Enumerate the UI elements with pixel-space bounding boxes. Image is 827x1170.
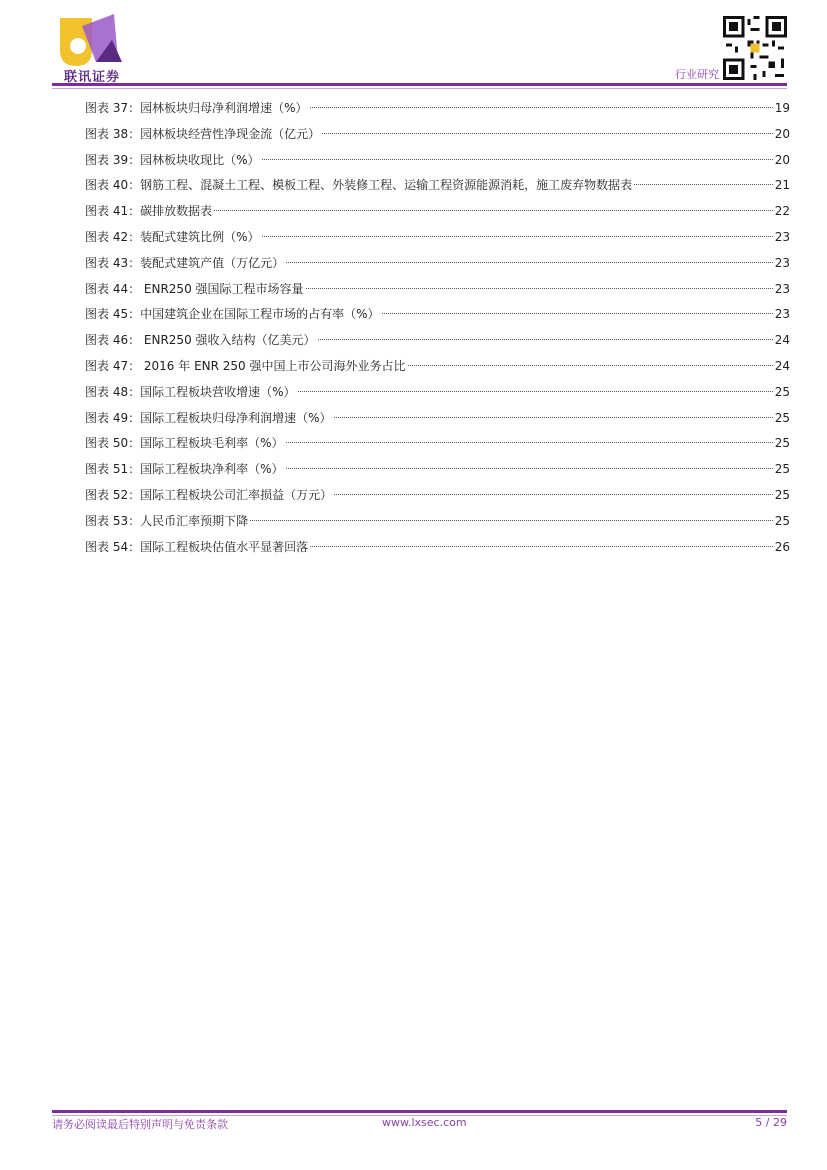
toc-leader-dots	[262, 236, 773, 237]
toc-entry[interactable]	[85, 483, 790, 509]
toc-entry[interactable]	[85, 251, 790, 277]
toc-leader-dots	[634, 184, 773, 185]
qr-code-icon	[723, 16, 787, 80]
toc-entry-label: 图表 41：碳排放数据表	[85, 204, 213, 219]
toc-entry[interactable]	[85, 509, 790, 535]
toc-leader-dots	[322, 133, 773, 134]
header-rule-thin	[52, 88, 787, 89]
footer-disclaimer[interactable]: 请务必阅读最后特别声明与免责条款	[52, 1118, 228, 1131]
footer-rule	[52, 1110, 787, 1113]
logo-text: 联讯证券	[63, 70, 120, 85]
toc-entry-page: 25	[774, 410, 790, 425]
toc-entry-page: 20	[774, 152, 790, 167]
toc-leader-dots	[382, 313, 773, 314]
toc-entry[interactable]	[85, 535, 790, 561]
toc-entry[interactable]	[85, 302, 790, 328]
section-label: 行业研究	[675, 68, 719, 81]
toc-entry[interactable]	[85, 225, 790, 251]
toc-entry-label: 图表 54：国际工程板块估值水平显著回落	[85, 539, 309, 554]
toc-entry[interactable]	[85, 354, 790, 380]
toc-entry-label: 图表 48：国际工程板块营收增速（%）	[85, 384, 296, 399]
toc-leader-dots	[298, 391, 773, 392]
toc-entry[interactable]	[85, 96, 790, 122]
toc-entry-page: 25	[774, 513, 790, 528]
toc-entry[interactable]	[85, 328, 790, 354]
toc-leader-dots	[310, 107, 773, 108]
toc-entry-page: 21	[774, 178, 790, 193]
toc-entry[interactable]	[85, 173, 790, 199]
toc-entry-page: 19	[774, 101, 790, 115]
toc-entry-page: 25	[774, 462, 790, 477]
toc-entry-label: 图表 50：国际工程板块毛利率（%）	[85, 436, 284, 451]
toc-entry-page: 25	[774, 384, 790, 399]
toc-entry-page: 24	[774, 358, 790, 373]
toc-entry-page: 26	[774, 539, 790, 554]
toc-entry[interactable]	[85, 122, 790, 148]
toc-entry-page: 25	[774, 487, 790, 502]
header-rule	[52, 83, 787, 86]
toc-entry-page: 22	[774, 204, 790, 219]
toc-leader-dots	[318, 339, 773, 340]
toc-entry-label: 图表 47： 2016 年 ENR 250 强中国上市公司海外业务占比	[85, 358, 406, 373]
toc-entry[interactable]	[85, 277, 790, 303]
toc-entry-label: 图表 46： ENR250 强收入结构（亿美元）	[85, 333, 316, 348]
toc-entry-label: 图表 52：国际工程板块公司汇率损益（万元）	[85, 487, 333, 502]
toc-entry[interactable]	[85, 148, 790, 174]
table-of-figures	[85, 96, 790, 560]
toc-entry-label: 图表 44： ENR250 强国际工程市场容量	[85, 281, 304, 296]
toc-leader-dots	[408, 365, 773, 366]
toc-leader-dots	[250, 520, 773, 521]
toc-entry-page: 24	[774, 333, 790, 348]
toc-leader-dots	[286, 262, 773, 263]
toc-entry-label: 图表 37：园林板块归母净利润增速（%）	[85, 101, 308, 115]
toc-entry-page: 23	[774, 281, 790, 296]
toc-leader-dots	[334, 417, 773, 418]
toc-entry[interactable]	[85, 380, 790, 406]
toc-entry-label: 图表 53：人民币汇率预期下降	[85, 513, 249, 528]
toc-entry[interactable]	[85, 406, 790, 432]
toc-entry-page: 25	[774, 436, 790, 451]
toc-entry-page: 23	[774, 307, 790, 322]
toc-leader-dots	[262, 159, 773, 160]
toc-entry-label: 图表 39：园林板块收现比（%）	[85, 152, 260, 167]
footer-page-number: 5 / 29	[755, 1116, 787, 1129]
toc-entry[interactable]	[85, 431, 790, 457]
toc-leader-dots	[286, 442, 773, 443]
toc-entry-label: 图表 51：国际工程板块净利率（%）	[85, 462, 284, 477]
toc-entry-page: 23	[774, 255, 790, 270]
toc-entry-label: 图表 43：装配式建筑产值（万亿元）	[85, 255, 285, 270]
toc-entry-page: 23	[774, 229, 790, 244]
toc-entry-page: 20	[774, 126, 790, 141]
toc-entry-label: 图表 38：园林板块经营性净现金流（亿元）	[85, 126, 321, 141]
toc-leader-dots	[310, 546, 773, 547]
toc-entry-label: 图表 45：中国建筑企业在国际工程市场的占有率（%）	[85, 307, 380, 322]
footer-website-link[interactable]: www.lxsec.com	[382, 1116, 467, 1129]
toc-leader-dots	[334, 494, 773, 495]
toc-entry-label: 图表 40：钢筋工程、混凝土工程、模板工程、外装修工程、运输工程资源能源消耗，施工废弃物数据表	[85, 178, 633, 193]
toc-entry-label: 图表 49：国际工程板块归母净利润增速（%）	[85, 410, 332, 425]
toc-leader-dots	[214, 210, 773, 211]
toc-entry[interactable]	[85, 199, 790, 225]
toc-entry-label: 图表 42：装配式建筑比例（%）	[85, 229, 260, 244]
toc-leader-dots	[286, 468, 773, 469]
toc-leader-dots	[306, 288, 773, 289]
toc-entry[interactable]	[85, 457, 790, 483]
